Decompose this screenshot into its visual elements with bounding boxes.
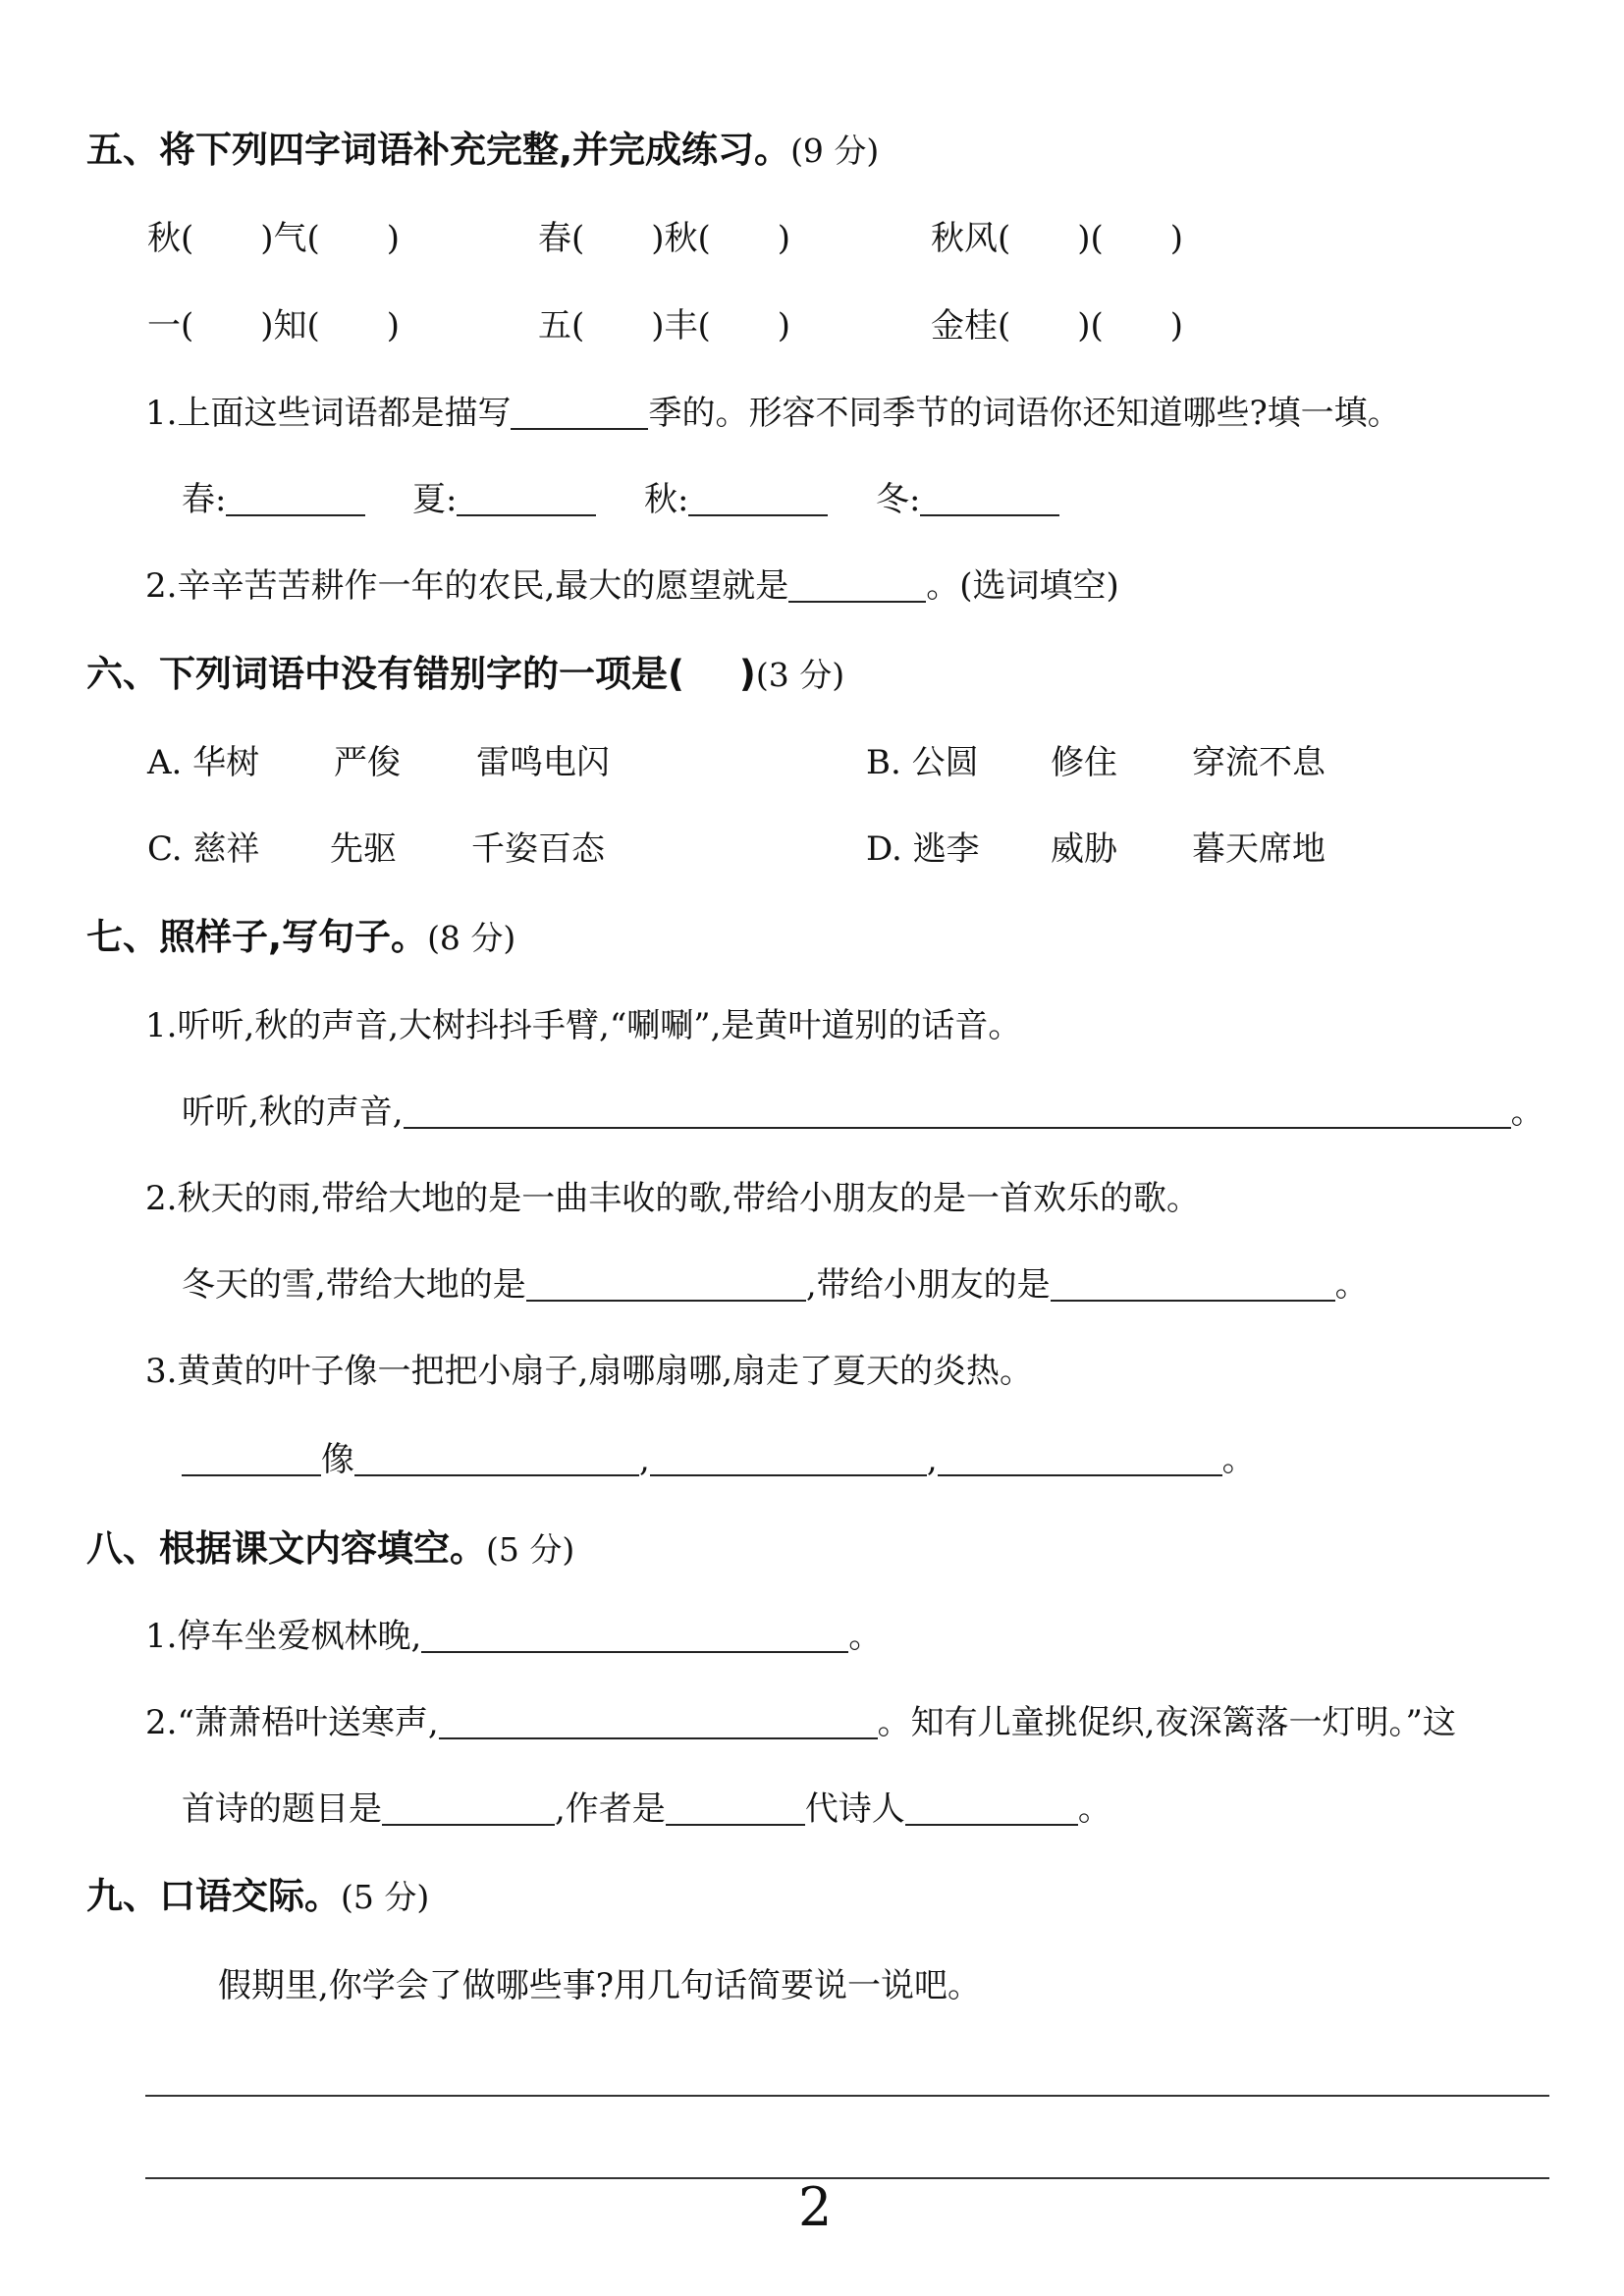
poem-line-1: 1.停车坐爱枫林晚, 。 [145,1617,883,1656]
idiom-2: 春( )秋( ) [538,219,791,258]
summer-blank[interactable] [457,485,596,516]
sentence-3-blank-c[interactable] [650,1445,927,1476]
poem-title-blank[interactable] [382,1794,555,1826]
answer-line-2[interactable] [145,2177,1549,2179]
autumn-blank[interactable] [688,485,828,516]
section-7-title: 七、照样子,写句子。 [86,916,428,958]
sentence-3-blank-d[interactable] [938,1445,1222,1476]
section-8-points: (5 分) [486,1530,575,1569]
idiom-4: 一( )知( ) [147,306,401,346]
sample-sentence-2: 2.秋天的雨,带给大地的是一曲丰收的歌,带给小朋友的是一首欢乐的歌。 [145,1179,1201,1218]
page-number: 2 [798,2176,833,2238]
sentence-1-blank[interactable] [404,1097,1511,1129]
section-5-title: 五、将下列四字词语补充完整,并完成练习。 [86,129,791,171]
answer-line-1[interactable] [145,2095,1549,2097]
section-5-points: (9 分) [790,132,880,170]
sentence-3-blank-b[interactable] [354,1445,639,1476]
option-c-word-3: 千姿百态 [471,829,605,869]
section-9-title: 九、口语交际。 [86,1875,341,1917]
section-9-heading [86,1877,429,1917]
sentence-2-blank-b[interactable] [1051,1270,1335,1302]
idiom-6: 金桂( )( ) [931,306,1184,346]
option-c-word-2: 先驱 [330,829,397,869]
wish-blank[interactable] [788,571,926,603]
season-summer: 夏: [412,480,596,519]
fill-sentence-3: 像 , , 。 [182,1440,1256,1479]
speaking-prompt: 假期里,你学会了做哪些事?用几句话简要说一说吧。 [218,1966,982,2005]
fill-sentence-2: 冬天的雪,带给大地的是 ,带给小朋友的是 。 [182,1265,1369,1305]
option-d-label: D. 逃李 [866,829,980,869]
sample-sentence-3: 3.黄黄的叶子像一把把小扇子,扇哪扇哪,扇走了夏天的炎热。 [145,1352,1034,1391]
section-5-heading [86,131,879,171]
dynasty-blank[interactable] [666,1794,805,1826]
sentence-2-blank-a[interactable] [526,1270,806,1302]
season-winter: 冬: [876,480,1059,519]
sec5-question-1: 1.上面这些词语都是描写 季的。形容不同季节的词语你还知道哪些?填一填。 [145,394,1401,433]
option-b-word-2: 修住 [1051,743,1117,782]
spring-blank[interactable] [226,485,365,516]
sentence-3-blank-a[interactable] [182,1445,321,1476]
option-b-word-3: 穿流不息 [1192,743,1326,782]
section-9-points: (5 分) [341,1878,430,1916]
section-6-heading: 六、下列词语中没有错别字的一项是( )(3 分) [86,653,845,695]
season-autumn: 秋: [644,480,828,519]
season-spring: 春: [182,480,365,519]
section-7-points: (8 分) [427,919,516,957]
idiom-1: 秋( )气( ) [147,219,401,258]
section-8-title: 八、根据课文内容填空。 [86,1527,486,1570]
section-6-points: (3 分) [755,656,845,694]
poem-blank-1[interactable] [421,1622,848,1653]
idiom-3: 秋风( )( ) [931,219,1184,258]
fill-sentence-1: 听听,秋的声音, 。 [182,1093,1544,1132]
option-d-word-3: 暮天席地 [1192,829,1326,869]
section-7-heading [86,918,515,958]
option-a-word-3: 雷鸣电闪 [476,743,610,782]
section-8-heading [86,1529,574,1570]
poem-blank-2[interactable] [439,1708,878,1739]
sample-sentence-1: 1.听听,秋的声音,大树抖抖手臂,“唰唰”,是黄叶道别的话音。 [145,1006,1022,1045]
poem-line-2: 2.“萧萧梧叶送寒声, 。知有儿童挑促织,夜深篱落一灯明。”这 [145,1703,1456,1742]
poem-info: 首诗的题目是 ,作者是 代诗人 。 [182,1789,1111,1829]
option-b-label: B. 公圆 [866,743,979,782]
option-a-label: A. 华树 [147,743,260,782]
idiom-5: 五( )丰( ) [538,306,791,346]
poet-blank[interactable] [905,1794,1078,1826]
sec5-question-2: 2.辛辛苦苦耕作一年的农民,最大的愿望就是 。(选词填空) [145,566,1119,606]
option-c-label: C. 慈祥 [147,829,260,869]
option-d-word-2: 威胁 [1051,829,1117,869]
winter-blank[interactable] [920,485,1059,516]
season-blank[interactable] [511,399,648,430]
option-a-word-2: 严俊 [334,743,401,782]
